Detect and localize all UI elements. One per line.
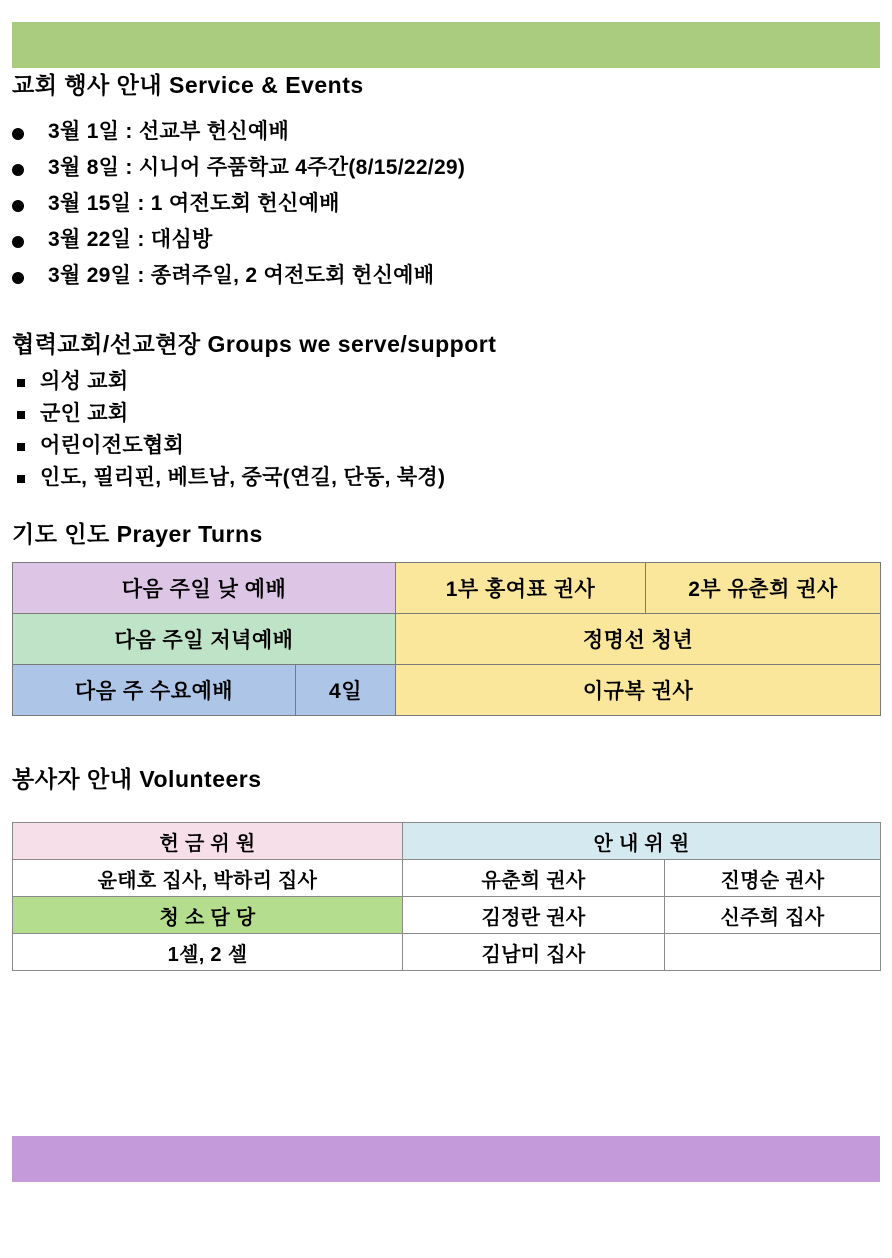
spacer [0, 716, 892, 762]
guide-member: 신주희 집사 [665, 897, 881, 934]
cleaning-cells: 1셀, 2 셀 [13, 934, 403, 971]
list-item: 의성 교회 [0, 371, 892, 392]
table-row [13, 823, 881, 860]
prayer-row-date: 4일 [296, 664, 396, 715]
prayer-turns-table [12, 562, 881, 716]
groups-section-title: 협력교회/선교현장 Groups we serve/support [12, 330, 497, 357]
list-item: 3월 22일 : 대심방 [0, 229, 892, 250]
prayer-section-title: 기도 인도 Prayer Turns [12, 521, 263, 547]
guide-header: 안 내 위 원 [403, 823, 881, 860]
table-row [13, 613, 881, 664]
events-section-title: 교회 행사 안내 Service & Events [12, 72, 364, 98]
groups-list [0, 371, 892, 488]
list-item: 군인 교회 [0, 403, 892, 424]
volunteers-table [12, 822, 881, 971]
offering-members: 윤태호 집사, 박하리 집사 [13, 860, 403, 897]
table-row [13, 562, 881, 613]
guide-member: 김정란 권사 [403, 897, 665, 934]
list-item: 3월 8일 : 시니어 주품학교 4주간(8/15/22/29) [0, 157, 892, 178]
volunteers-section-title: 봉사자 안내 Volunteers [12, 765, 262, 792]
list-item: 3월 1일 : 선교부 헌신예배 [0, 121, 892, 142]
list-item: 어린이전도협회 [0, 435, 892, 456]
list-item: 인도, 필리핀, 베트남, 중국(연길, 단동, 북경) [0, 467, 892, 488]
guide-member: 진명순 권사 [665, 860, 881, 897]
bottom-color-band [12, 1136, 880, 1182]
table-row [13, 934, 881, 971]
prayer-row-label: 다음 주 수요예배 [13, 664, 296, 715]
prayer-row-label: 다음 주일 저녁예배 [13, 613, 396, 664]
cleaning-header: 청 소 담 당 [13, 897, 403, 934]
spacer [0, 796, 892, 822]
prayer-cell: 이규복 권사 [396, 664, 881, 715]
guide-member: 유춘희 권사 [403, 860, 665, 897]
spacer [0, 103, 892, 121]
guide-member: 김남미 집사 [403, 934, 665, 971]
spacer [0, 301, 892, 327]
guide-member [665, 934, 881, 971]
list-item: 3월 29일 : 종려주일, 2 여전도회 헌신예배 [0, 265, 892, 286]
spacer [0, 552, 892, 562]
offering-header: 헌 금 위 원 [13, 823, 403, 860]
spacer [0, 361, 892, 371]
events-list [0, 121, 892, 286]
prayer-cell: 정명선 청년 [396, 613, 881, 664]
prayer-cell: 1부 홍여표 권사 [396, 562, 646, 613]
spacer [0, 499, 892, 517]
table-row [13, 897, 881, 934]
table-row [13, 860, 881, 897]
prayer-row-label: 다음 주일 낮 예배 [13, 562, 396, 613]
top-color-band [12, 22, 880, 68]
list-item: 3월 15일 : 1 여전도회 헌신예배 [0, 193, 892, 214]
prayer-cell: 2부 유춘희 권사 [646, 562, 881, 613]
document-content [0, 68, 892, 971]
table-row [13, 664, 881, 715]
